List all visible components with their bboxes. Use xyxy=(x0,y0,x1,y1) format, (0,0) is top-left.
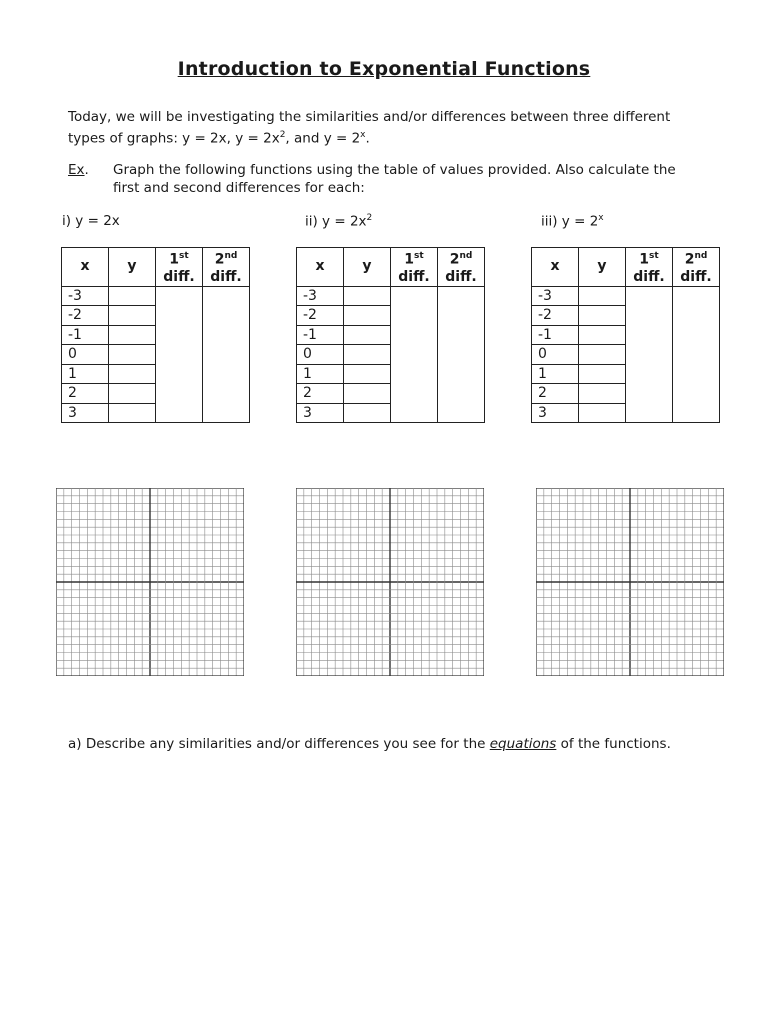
col-header-first-diff: 1st diff. xyxy=(626,248,673,287)
example-line-1: Graph the following functions using the table of values provided. Also calculate the xyxy=(113,162,676,178)
y-answer-cell[interactable] xyxy=(344,306,391,326)
y-answer-cell[interactable] xyxy=(344,345,391,365)
x-value-cell: -2 xyxy=(62,306,109,326)
x-value-cell: 3 xyxy=(297,403,344,423)
y-answer-cell[interactable] xyxy=(109,325,156,345)
intro-line-1: Today, we will be investigating the similarities and/or differences between three different xyxy=(68,109,671,125)
x-value-cell: 1 xyxy=(532,364,579,384)
table-row xyxy=(532,286,720,306)
x-value-cell: 1 xyxy=(62,364,109,384)
x-value-cell: -1 xyxy=(62,325,109,345)
y-answer-cell[interactable] xyxy=(579,345,626,365)
col-header-second-diff: 2nd diff. xyxy=(203,248,250,287)
y-answer-cell[interactable] xyxy=(579,306,626,326)
function-label-3: iii) $y = 2^x$ xyxy=(541,213,604,230)
x-value-cell: -2 xyxy=(532,306,579,326)
coordinate-grid-1 xyxy=(56,488,244,676)
example-line-2: first and second differences for each: xyxy=(113,180,365,196)
x-value-cell: -3 xyxy=(297,286,344,306)
first-diff-cell[interactable] xyxy=(156,286,203,423)
col-header-x: x xyxy=(62,248,109,287)
col-header-x: x xyxy=(532,248,579,287)
x-value-cell: -3 xyxy=(62,286,109,306)
y-answer-cell[interactable] xyxy=(344,325,391,345)
question-a: a) Describe any similarities and/or differences you see for the equations of the functions. xyxy=(68,736,671,752)
y-answer-cell[interactable] xyxy=(109,286,156,306)
y-answer-cell[interactable] xyxy=(109,345,156,365)
first-diff-cell[interactable] xyxy=(626,286,673,423)
col-header-first-diff: 1st diff. xyxy=(156,248,203,287)
x-value-cell: -2 xyxy=(297,306,344,326)
y-answer-cell[interactable] xyxy=(579,384,626,404)
y-answer-cell[interactable] xyxy=(344,384,391,404)
x-value-cell: 2 xyxy=(532,384,579,404)
y-answer-cell[interactable] xyxy=(344,286,391,306)
x-value-cell: -1 xyxy=(532,325,579,345)
x-value-cell: 3 xyxy=(532,403,579,423)
x-value-cell: 0 xyxy=(532,345,579,365)
coordinate-grid-3 xyxy=(536,488,724,676)
y-answer-cell[interactable] xyxy=(109,384,156,404)
x-value-cell: 3 xyxy=(62,403,109,423)
intro-line-2a: types of graphs: y = 2x, y = 2x xyxy=(68,130,280,147)
y-answer-cell[interactable] xyxy=(579,403,626,423)
example-label: Ex. xyxy=(68,162,89,178)
x-value-cell: -3 xyxy=(532,286,579,306)
coordinate-grid-2 xyxy=(296,488,484,676)
value-table-1 xyxy=(61,247,250,423)
col-header-y: y xyxy=(579,248,626,287)
y-answer-cell[interactable] xyxy=(109,364,156,384)
col-header-x: x xyxy=(297,248,344,287)
intro-line-2b: , and y = 2 xyxy=(285,130,361,147)
col-header-y: y xyxy=(344,248,391,287)
x-value-cell: 2 xyxy=(62,384,109,404)
intro-sup-2: x xyxy=(360,130,366,140)
second-diff-cell[interactable] xyxy=(438,286,485,423)
second-diff-cell[interactable] xyxy=(673,286,720,423)
value-table-3 xyxy=(531,247,720,423)
function-label-2: ii) $y = 2x^2$ xyxy=(305,213,373,230)
value-table-2 xyxy=(296,247,485,423)
y-answer-cell[interactable] xyxy=(344,364,391,384)
y-answer-cell[interactable] xyxy=(579,364,626,384)
table-row xyxy=(297,286,485,306)
y-answer-cell[interactable] xyxy=(579,325,626,345)
x-value-cell: 2 xyxy=(297,384,344,404)
y-answer-cell[interactable] xyxy=(579,286,626,306)
col-header-second-diff: 2nd diff. xyxy=(438,248,485,287)
intro-line-2c: . xyxy=(365,130,370,147)
intro-paragraph xyxy=(68,108,708,148)
function-label-1: i) y = 2x xyxy=(62,213,120,229)
y-answer-cell[interactable] xyxy=(344,403,391,423)
col-header-second-diff: 2nd diff. xyxy=(673,248,720,287)
intro-sup-1: 2 xyxy=(279,130,286,140)
first-diff-cell[interactable] xyxy=(391,286,438,423)
x-value-cell: 1 xyxy=(297,364,344,384)
x-value-cell: 0 xyxy=(62,345,109,365)
worksheet-title: Introduction to Exponential Functions xyxy=(177,58,591,80)
table-row xyxy=(62,286,250,306)
col-header-y: y xyxy=(109,248,156,287)
x-value-cell: -1 xyxy=(297,325,344,345)
y-answer-cell[interactable] xyxy=(109,306,156,326)
y-answer-cell[interactable] xyxy=(109,403,156,423)
second-diff-cell[interactable] xyxy=(203,286,250,423)
x-value-cell: 0 xyxy=(297,345,344,365)
col-header-first-diff: 1st diff. xyxy=(391,248,438,287)
question-emphasis: equations xyxy=(489,736,557,752)
example-instructions xyxy=(68,161,708,197)
